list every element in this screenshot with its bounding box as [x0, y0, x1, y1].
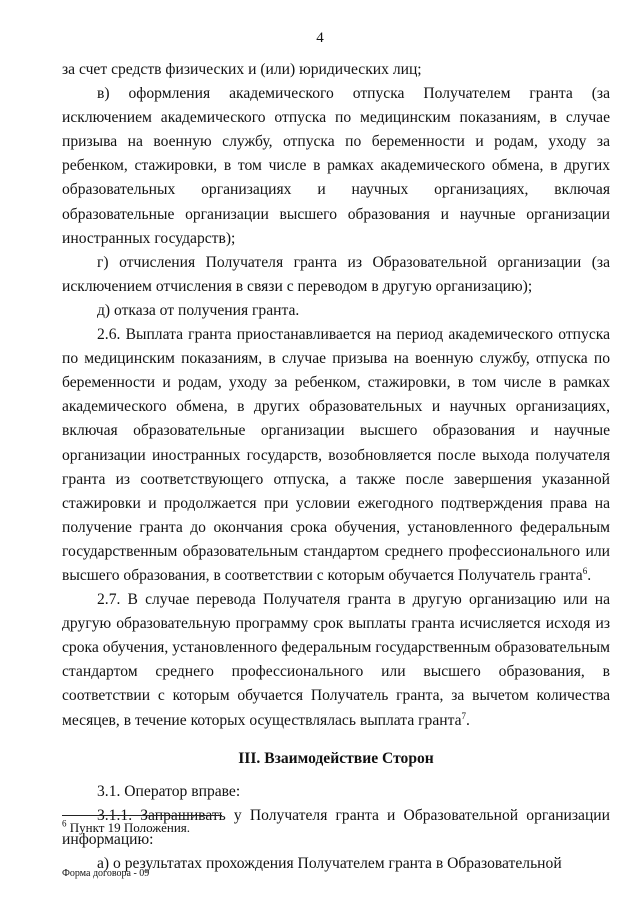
document-body [62, 58, 610, 876]
paragraph-2-6-text: 2.6. Выплата гранта приостанавливается на период академического отпуска по медицинским показаниям, в случае призыва на военную службу, отпуска по беременности и родам, уходу за ребенком, стажировки, в том числе в рамках академического обмена, в других образовательных и научных организациях, включая образовательные организации высшего образования и научные организации иностранных государств, возобновляется после выхода получателя гранта из соответствующего отпуска, а также после завершения указанной стажировки и продолжается при условии ежегодного подтверждения права на получение гранта до окончания срока обучения, установленного федеральным государственным образовательным стандартом среднего профессионального или высшего образования, в соответствии с которым обучается Получатель гранта [62, 326, 610, 584]
section-heading: III. Взаимодействие Сторон [238, 749, 434, 767]
paragraph-3-1: 3.1. Оператор вправе: [97, 782, 241, 800]
paragraph-item-v: в) оформления академического отпуска Получателем гранта (за исключением академического отпуска по медицинским показаниям, в случае призыва на военную службу, отпуска по беременности и родам, уходу за ребенком, стажировки, в том числе в рамках академического обмена, в других образовательных организациях и научных организациях, включая образовательные организации высшего образования и научные организации иностранных государств); [62, 85, 610, 247]
paragraph-continuation: за счет средств физических и (или) юридических лиц; [62, 61, 422, 78]
footnote-ref-7: 7 [461, 710, 467, 721]
paragraph-3-1-1: 3.1.1. Запрашивать у Получателя гранта и Образовательной организации информацию: [62, 806, 610, 848]
paragraph-2-7 [62, 588, 610, 733]
footnote [62, 820, 190, 836]
footnote-text: Пункт 19 Положения. [66, 820, 191, 835]
page-number: 4 [316, 30, 324, 46]
paragraph-2-6-period: . [587, 566, 592, 584]
footnote-mark: 6 [62, 818, 67, 829]
paragraph-item-d: д) отказа от получения гранта. [97, 301, 300, 319]
form-label: Форма договора - 09 [62, 868, 150, 879]
footnote-divider [62, 815, 222, 816]
paragraph-2-7-text: 2.7. В случае перевода Получателя гранта в другую организацию или на другую образовательную программу срок выплаты гранта исчисляется исходя из срока обучения, установленного федеральным государственным образовательным стандартом среднего профессионального или высшего образования, в соответствии с которым обучается Получатель гранта, за вычетом количества месяцев, в течение которых осуществлялась выплата гранта [62, 591, 610, 729]
paragraph-item-a: а) о результатах прохождения Получателем гранта в Образовательной [97, 855, 562, 872]
paragraph-2-7-period: . [466, 711, 470, 729]
footnote-ref-6: 6 [582, 565, 588, 576]
paragraph-item-g: г) отчисления Получателя гранта из Образовательной организации (за исключением отчисления в связи с переводом в другую организацию); [62, 253, 610, 295]
paragraph-2-6 [62, 323, 610, 588]
